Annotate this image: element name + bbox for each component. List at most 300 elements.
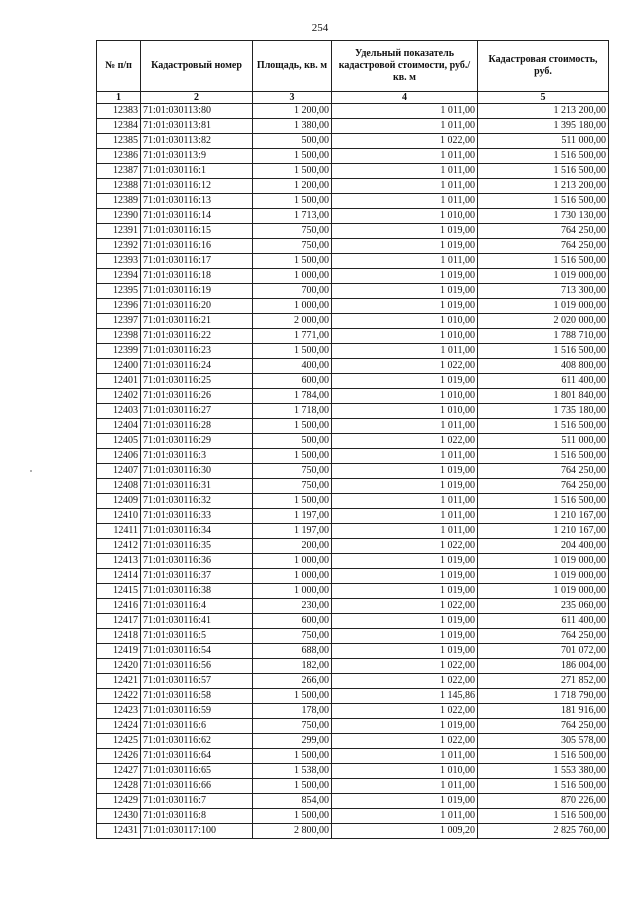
- cell-cadastral-number: 71:01:030116:22: [141, 329, 253, 344]
- cell-row-number: 12412: [97, 539, 141, 554]
- table-row: [97, 119, 609, 134]
- cell-unit-value: 1 011,00: [332, 194, 478, 209]
- cell-row-number: 12391: [97, 224, 141, 239]
- header-cadastral-cost: Кадастровая стоимость, руб.: [478, 41, 609, 92]
- page-number: 254: [311, 22, 329, 34]
- cell-cadastral-cost: 1 019 000,00: [478, 584, 609, 599]
- cell-area: 1 000,00: [253, 584, 332, 599]
- cell-cadastral-cost: 204 400,00: [478, 539, 609, 554]
- cell-area: 299,00: [253, 734, 332, 749]
- cell-cadastral-number: 71:01:030116:19: [141, 284, 253, 299]
- cell-cadastral-cost: 1 019 000,00: [478, 569, 609, 584]
- table-row: [97, 359, 609, 374]
- cell-cadastral-number: 71:01:030116:32: [141, 494, 253, 509]
- table-row: [97, 689, 609, 704]
- cell-cadastral-number: 71:01:030116:41: [141, 614, 253, 629]
- cell-row-number: 12429: [97, 794, 141, 809]
- cell-cadastral-number: 71:01:030113:80: [141, 104, 253, 119]
- cell-cadastral-cost: 764 250,00: [478, 719, 609, 734]
- table-row: [97, 509, 609, 524]
- cell-cadastral-cost: 1 516 500,00: [478, 494, 609, 509]
- cell-cadastral-number: 71:01:030116:36: [141, 554, 253, 569]
- cell-area: 1 713,00: [253, 209, 332, 224]
- cell-unit-value: 1 022,00: [332, 434, 478, 449]
- cell-unit-value: 1 022,00: [332, 539, 478, 554]
- cell-cadastral-number: 71:01:030116:65: [141, 764, 253, 779]
- cell-area: 1 500,00: [253, 449, 332, 464]
- table-row: [97, 494, 609, 509]
- cell-area: 266,00: [253, 674, 332, 689]
- cell-unit-value: 1 011,00: [332, 749, 478, 764]
- cell-cadastral-number: 71:01:030116:56: [141, 659, 253, 674]
- cell-row-number: 12388: [97, 179, 141, 194]
- table-row: [97, 479, 609, 494]
- cell-row-number: 12410: [97, 509, 141, 524]
- cell-unit-value: 1 011,00: [332, 809, 478, 824]
- cell-unit-value: 1 011,00: [332, 449, 478, 464]
- cell-area: 178,00: [253, 704, 332, 719]
- cell-area: 1 500,00: [253, 254, 332, 269]
- cell-cadastral-cost: 1 210 167,00: [478, 524, 609, 539]
- cell-cadastral-cost: 1 718 790,00: [478, 689, 609, 704]
- cell-cadastral-cost: 511 000,00: [478, 134, 609, 149]
- cell-area: 1 000,00: [253, 554, 332, 569]
- cell-unit-value: 1 022,00: [332, 704, 478, 719]
- table-row: [97, 314, 609, 329]
- cell-cadastral-cost: 305 578,00: [478, 734, 609, 749]
- cell-row-number: 12431: [97, 824, 141, 839]
- cell-cadastral-cost: 1 516 500,00: [478, 164, 609, 179]
- table-row: [97, 719, 609, 734]
- cell-unit-value: 1 019,00: [332, 239, 478, 254]
- cell-unit-value: 1 022,00: [332, 734, 478, 749]
- cell-row-number: 12397: [97, 314, 141, 329]
- cell-cadastral-number: 71:01:030116:18: [141, 269, 253, 284]
- cell-row-number: 12416: [97, 599, 141, 614]
- cell-unit-value: 1 019,00: [332, 269, 478, 284]
- table-row: [97, 104, 609, 119]
- cell-unit-value: 1 022,00: [332, 359, 478, 374]
- cell-area: 1 200,00: [253, 104, 332, 119]
- cell-cadastral-cost: 1 801 840,00: [478, 389, 609, 404]
- cell-area: 750,00: [253, 629, 332, 644]
- cell-cadastral-number: 71:01:030116:12: [141, 179, 253, 194]
- cell-area: 854,00: [253, 794, 332, 809]
- cell-row-number: 12428: [97, 779, 141, 794]
- table-row: [97, 374, 609, 389]
- cell-cadastral-cost: 764 250,00: [478, 224, 609, 239]
- table-row: [97, 644, 609, 659]
- cell-row-number: 12398: [97, 329, 141, 344]
- cell-row-number: 12406: [97, 449, 141, 464]
- cell-cadastral-cost: 1 395 180,00: [478, 119, 609, 134]
- table-row: [97, 179, 609, 194]
- cell-unit-value: 1 011,00: [332, 509, 478, 524]
- header-area: Площадь, кв. м: [253, 41, 332, 92]
- cell-row-number: 12405: [97, 434, 141, 449]
- cell-unit-value: 1 011,00: [332, 524, 478, 539]
- header-cadastral-number: Кадастровый номер: [141, 41, 253, 92]
- cell-row-number: 12423: [97, 704, 141, 719]
- cell-cadastral-number: 71:01:030116:66: [141, 779, 253, 794]
- table-row: [97, 674, 609, 689]
- table-body: [97, 104, 609, 839]
- cell-unit-value: 1 022,00: [332, 659, 478, 674]
- cell-cadastral-number: 71:01:030116:23: [141, 344, 253, 359]
- cell-area: 1 197,00: [253, 509, 332, 524]
- cell-row-number: 12411: [97, 524, 141, 539]
- cell-cadastral-cost: 611 400,00: [478, 614, 609, 629]
- cell-cadastral-cost: 764 250,00: [478, 479, 609, 494]
- cell-unit-value: 1 022,00: [332, 599, 478, 614]
- cell-cadastral-number: 71:01:030116:30: [141, 464, 253, 479]
- cell-unit-value: 1 010,00: [332, 764, 478, 779]
- cell-cadastral-cost: 1 516 500,00: [478, 419, 609, 434]
- cell-cadastral-number: 71:01:030116:7: [141, 794, 253, 809]
- table-row: [97, 134, 609, 149]
- table-row: [97, 824, 609, 839]
- table-row: [97, 464, 609, 479]
- column-number: 4: [332, 92, 478, 104]
- cell-cadastral-cost: 181 916,00: [478, 704, 609, 719]
- cell-cadastral-number: 71:01:030113:9: [141, 149, 253, 164]
- cell-unit-value: 1 019,00: [332, 614, 478, 629]
- cell-cadastral-cost: 713 300,00: [478, 284, 609, 299]
- cell-area: 1 500,00: [253, 779, 332, 794]
- cell-area: 200,00: [253, 539, 332, 554]
- table-row: [97, 149, 609, 164]
- table-row: [97, 284, 609, 299]
- cell-cadastral-cost: 1 516 500,00: [478, 809, 609, 824]
- cell-unit-value: 1 019,00: [332, 629, 478, 644]
- cell-row-number: 12417: [97, 614, 141, 629]
- cell-cadastral-number: 71:01:030116:34: [141, 524, 253, 539]
- cell-unit-value: 1 019,00: [332, 479, 478, 494]
- cell-unit-value: 1 011,00: [332, 779, 478, 794]
- cell-cadastral-cost: 1 516 500,00: [478, 194, 609, 209]
- cell-area: 1 500,00: [253, 194, 332, 209]
- cell-row-number: 12421: [97, 674, 141, 689]
- table-row: [97, 599, 609, 614]
- cell-cadastral-cost: 1 516 500,00: [478, 149, 609, 164]
- cell-row-number: 12387: [97, 164, 141, 179]
- cell-row-number: 12393: [97, 254, 141, 269]
- cell-unit-value: 1 019,00: [332, 794, 478, 809]
- cell-row-number: 12402: [97, 389, 141, 404]
- cell-unit-value: 1 019,00: [332, 569, 478, 584]
- table-row: [97, 389, 609, 404]
- cell-cadastral-cost: 2 825 760,00: [478, 824, 609, 839]
- cell-cadastral-number: 71:01:030113:82: [141, 134, 253, 149]
- cell-area: 750,00: [253, 479, 332, 494]
- cell-row-number: 12426: [97, 749, 141, 764]
- cell-row-number: 12413: [97, 554, 141, 569]
- column-number: 5: [478, 92, 609, 104]
- cell-row-number: 12400: [97, 359, 141, 374]
- cell-cadastral-number: 71:01:030116:57: [141, 674, 253, 689]
- cell-cadastral-cost: 1 210 167,00: [478, 509, 609, 524]
- cell-area: 750,00: [253, 224, 332, 239]
- cell-cadastral-number: 71:01:030116:29: [141, 434, 253, 449]
- cell-row-number: 12401: [97, 374, 141, 389]
- cell-cadastral-number: 71:01:030117:100: [141, 824, 253, 839]
- cell-row-number: 12404: [97, 419, 141, 434]
- cell-cadastral-cost: 870 226,00: [478, 794, 609, 809]
- cell-cadastral-number: 71:01:030116:4: [141, 599, 253, 614]
- cell-unit-value: 1 019,00: [332, 554, 478, 569]
- table-row: [97, 449, 609, 464]
- cell-cadastral-cost: 1 213 200,00: [478, 179, 609, 194]
- cell-area: 182,00: [253, 659, 332, 674]
- cell-area: 1 500,00: [253, 749, 332, 764]
- cell-cadastral-cost: 764 250,00: [478, 629, 609, 644]
- cell-unit-value: 1 011,00: [332, 179, 478, 194]
- cell-area: 400,00: [253, 359, 332, 374]
- cell-row-number: 12390: [97, 209, 141, 224]
- cell-cadastral-cost: 1 213 200,00: [478, 104, 609, 119]
- table-row: [97, 404, 609, 419]
- cadastral-value-table: [96, 40, 609, 839]
- cell-row-number: 12415: [97, 584, 141, 599]
- cell-unit-value: 1 011,00: [332, 149, 478, 164]
- cell-cadastral-number: 71:01:030116:20: [141, 299, 253, 314]
- cell-area: 2 000,00: [253, 314, 332, 329]
- cell-unit-value: 1 019,00: [332, 374, 478, 389]
- column-number: 1: [97, 92, 141, 104]
- cell-unit-value: 1 019,00: [332, 584, 478, 599]
- cell-cadastral-cost: 1 788 710,00: [478, 329, 609, 344]
- table-row: [97, 164, 609, 179]
- cell-area: 1 718,00: [253, 404, 332, 419]
- cell-area: 1 200,00: [253, 179, 332, 194]
- cell-row-number: 12427: [97, 764, 141, 779]
- cell-cadastral-cost: 701 072,00: [478, 644, 609, 659]
- cell-cadastral-number: 71:01:030116:35: [141, 539, 253, 554]
- cell-cadastral-cost: 1 019 000,00: [478, 554, 609, 569]
- cell-row-number: 12384: [97, 119, 141, 134]
- table-row: [97, 779, 609, 794]
- cell-cadastral-number: 71:01:030116:17: [141, 254, 253, 269]
- cell-row-number: 12424: [97, 719, 141, 734]
- cell-cadastral-cost: 511 000,00: [478, 434, 609, 449]
- cell-cadastral-number: 71:01:030116:21: [141, 314, 253, 329]
- cell-unit-value: 1 145,86: [332, 689, 478, 704]
- cell-row-number: 12408: [97, 479, 141, 494]
- table-row: [97, 749, 609, 764]
- cell-cadastral-number: 71:01:030116:38: [141, 584, 253, 599]
- cell-unit-value: 1 010,00: [332, 404, 478, 419]
- cell-cadastral-number: 71:01:030116:5: [141, 629, 253, 644]
- cell-cadastral-cost: 186 004,00: [478, 659, 609, 674]
- cell-cadastral-number: 71:01:030116:37: [141, 569, 253, 584]
- table-row: [97, 554, 609, 569]
- cell-unit-value: 1 019,00: [332, 284, 478, 299]
- cell-unit-value: 1 019,00: [332, 644, 478, 659]
- cell-row-number: 12385: [97, 134, 141, 149]
- table-row: [97, 224, 609, 239]
- cell-area: 1 500,00: [253, 164, 332, 179]
- cell-unit-value: 1 011,00: [332, 164, 478, 179]
- cell-area: 1 500,00: [253, 344, 332, 359]
- cell-area: 230,00: [253, 599, 332, 614]
- cell-cadastral-number: 71:01:030116:54: [141, 644, 253, 659]
- table-row: [97, 659, 609, 674]
- cell-area: 1 500,00: [253, 689, 332, 704]
- cell-row-number: 12394: [97, 269, 141, 284]
- cell-row-number: 12409: [97, 494, 141, 509]
- cell-unit-value: 1 019,00: [332, 224, 478, 239]
- cell-cadastral-number: 71:01:030116:14: [141, 209, 253, 224]
- cell-area: 1 000,00: [253, 569, 332, 584]
- table-row: [97, 254, 609, 269]
- table-row: [97, 299, 609, 314]
- cell-cadastral-cost: 1 019 000,00: [478, 299, 609, 314]
- cell-area: 600,00: [253, 374, 332, 389]
- cell-cadastral-cost: 235 060,00: [478, 599, 609, 614]
- table-row: [97, 734, 609, 749]
- cell-unit-value: 1 010,00: [332, 209, 478, 224]
- cell-cadastral-number: 71:01:030116:58: [141, 689, 253, 704]
- cell-row-number: 12425: [97, 734, 141, 749]
- column-number: 2: [141, 92, 253, 104]
- cell-cadastral-cost: 408 800,00: [478, 359, 609, 374]
- cell-row-number: 12389: [97, 194, 141, 209]
- table-row: [97, 209, 609, 224]
- cell-unit-value: 1 010,00: [332, 389, 478, 404]
- cell-cadastral-number: 71:01:030116:28: [141, 419, 253, 434]
- cell-area: 750,00: [253, 719, 332, 734]
- cell-cadastral-cost: 764 250,00: [478, 464, 609, 479]
- cell-area: 1 380,00: [253, 119, 332, 134]
- cell-unit-value: 1 011,00: [332, 419, 478, 434]
- cell-area: 1 784,00: [253, 389, 332, 404]
- table-row: [97, 419, 609, 434]
- cell-row-number: 12386: [97, 149, 141, 164]
- cell-unit-value: 1 011,00: [332, 119, 478, 134]
- cell-area: 1 771,00: [253, 329, 332, 344]
- cell-cadastral-cost: 271 852,00: [478, 674, 609, 689]
- header-unit-value: Удельный показатель кадастровой стоимости, руб./кв. м: [332, 41, 478, 92]
- cell-cadastral-number: 71:01:030116:59: [141, 704, 253, 719]
- cell-cadastral-cost: 1 735 180,00: [478, 404, 609, 419]
- table-row: [97, 239, 609, 254]
- cell-cadastral-number: 71:01:030116:16: [141, 239, 253, 254]
- scan-speck: [30, 470, 32, 472]
- cell-cadastral-cost: 1 516 500,00: [478, 344, 609, 359]
- cell-unit-value: 1 019,00: [332, 719, 478, 734]
- cell-cadastral-cost: 1 516 500,00: [478, 449, 609, 464]
- cell-cadastral-cost: 1 019 000,00: [478, 269, 609, 284]
- cell-area: 750,00: [253, 464, 332, 479]
- cell-row-number: 12395: [97, 284, 141, 299]
- cell-area: 1 500,00: [253, 419, 332, 434]
- cell-area: 1 000,00: [253, 299, 332, 314]
- cell-unit-value: 1 022,00: [332, 134, 478, 149]
- cell-unit-value: 1 022,00: [332, 674, 478, 689]
- table-row: [97, 344, 609, 359]
- cell-cadastral-number: 71:01:030116:27: [141, 404, 253, 419]
- cell-cadastral-number: 71:01:030116:25: [141, 374, 253, 389]
- table-row: [97, 794, 609, 809]
- cell-cadastral-number: 71:01:030116:24: [141, 359, 253, 374]
- table-row: [97, 764, 609, 779]
- cell-row-number: 12383: [97, 104, 141, 119]
- cell-cadastral-number: 71:01:030116:62: [141, 734, 253, 749]
- cell-area: 1 000,00: [253, 269, 332, 284]
- header-row-number: № п/п: [97, 41, 141, 92]
- cell-row-number: 12420: [97, 659, 141, 674]
- table-row: [97, 539, 609, 554]
- cell-cadastral-cost: 1 730 130,00: [478, 209, 609, 224]
- table-row: [97, 329, 609, 344]
- cell-row-number: 12422: [97, 689, 141, 704]
- cell-area: 700,00: [253, 284, 332, 299]
- cell-area: 1 500,00: [253, 494, 332, 509]
- cell-cadastral-cost: 611 400,00: [478, 374, 609, 389]
- cell-area: 2 800,00: [253, 824, 332, 839]
- table-header-row: [97, 41, 609, 92]
- cell-row-number: 12414: [97, 569, 141, 584]
- cell-cadastral-number: 71:01:030116:6: [141, 719, 253, 734]
- cell-row-number: 12430: [97, 809, 141, 824]
- cell-area: 1 538,00: [253, 764, 332, 779]
- cell-unit-value: 1 009,20: [332, 824, 478, 839]
- cell-row-number: 12399: [97, 344, 141, 359]
- cell-area: 500,00: [253, 434, 332, 449]
- cell-area: 750,00: [253, 239, 332, 254]
- cell-row-number: 12418: [97, 629, 141, 644]
- cell-cadastral-number: 71:01:030116:26: [141, 389, 253, 404]
- cell-row-number: 12403: [97, 404, 141, 419]
- table-row: [97, 629, 609, 644]
- cell-row-number: 12392: [97, 239, 141, 254]
- cell-row-number: 12407: [97, 464, 141, 479]
- table-row: [97, 194, 609, 209]
- cell-cadastral-number: 71:01:030116:33: [141, 509, 253, 524]
- cell-cadastral-number: 71:01:030116:31: [141, 479, 253, 494]
- table-row: [97, 524, 609, 539]
- cell-unit-value: 1 010,00: [332, 329, 478, 344]
- cell-area: 500,00: [253, 134, 332, 149]
- table-row: [97, 269, 609, 284]
- cell-area: 1 500,00: [253, 809, 332, 824]
- cell-cadastral-cost: 2 020 000,00: [478, 314, 609, 329]
- cell-cadastral-number: 71:01:030116:8: [141, 809, 253, 824]
- cell-cadastral-cost: 1 516 500,00: [478, 254, 609, 269]
- cell-cadastral-number: 71:01:030116:13: [141, 194, 253, 209]
- table-row: [97, 614, 609, 629]
- cell-area: 600,00: [253, 614, 332, 629]
- cell-cadastral-number: 71:01:030116:15: [141, 224, 253, 239]
- table-row: [97, 584, 609, 599]
- cell-unit-value: 1 011,00: [332, 494, 478, 509]
- cell-area: 1 197,00: [253, 524, 332, 539]
- cell-unit-value: 1 019,00: [332, 299, 478, 314]
- cell-cadastral-number: 71:01:030113:81: [141, 119, 253, 134]
- table-row: [97, 809, 609, 824]
- table-row: [97, 569, 609, 584]
- column-number-row: [97, 92, 609, 104]
- table-row: [97, 704, 609, 719]
- cell-unit-value: 1 011,00: [332, 104, 478, 119]
- cell-unit-value: 1 011,00: [332, 254, 478, 269]
- cell-cadastral-cost: 764 250,00: [478, 239, 609, 254]
- column-number: 3: [253, 92, 332, 104]
- cell-area: 688,00: [253, 644, 332, 659]
- cell-cadastral-number: 71:01:030116:64: [141, 749, 253, 764]
- cell-unit-value: 1 011,00: [332, 344, 478, 359]
- cell-unit-value: 1 010,00: [332, 314, 478, 329]
